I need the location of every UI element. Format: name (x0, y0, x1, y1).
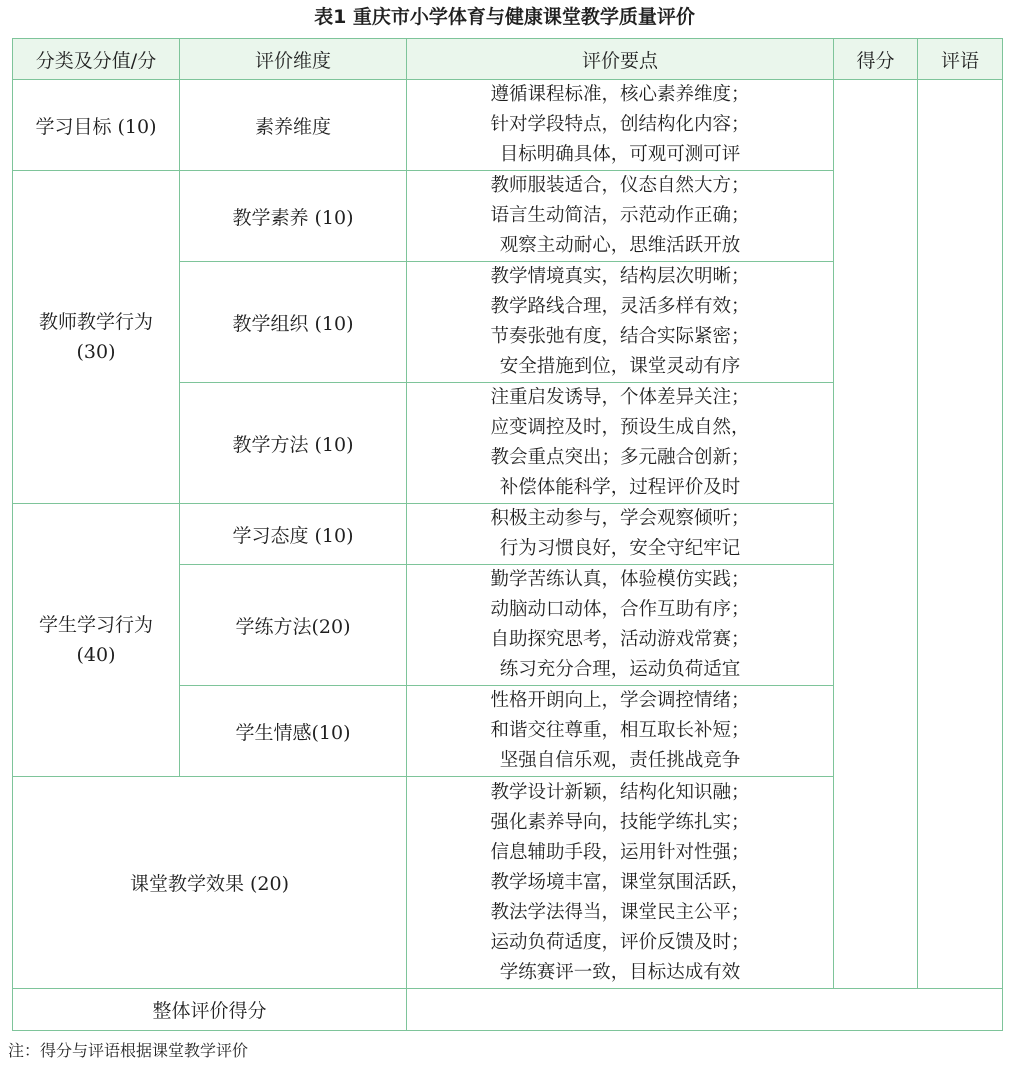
point-line: 和谐交往尊重，相互取长补短； (490, 720, 750, 741)
category-cell (13, 504, 180, 777)
point-line: 目标明确具体，可观可测可评 (499, 144, 741, 165)
point-line: 坚强自信乐观，责任挑战竞争 (499, 750, 741, 771)
point-line: 教师服装适合，仪态自然大方； (490, 175, 750, 196)
point-line: 教法学法得当，课堂民主公平； (490, 901, 750, 923)
category-label: 学生学习行为 (38, 614, 153, 636)
point-line: 勤学苦练认真，体验模仿实践； (490, 569, 750, 590)
points-cell (407, 777, 834, 989)
category-score: (30) (76, 341, 116, 363)
point-line: 观察主动耐心，思维活跃开放 (499, 235, 741, 256)
total-row (13, 989, 1003, 1031)
point-line: 积极主动参与，学会观察倾听； (490, 508, 750, 529)
point-line: 教会重点突出；多元融合创新； (490, 447, 750, 468)
dimension-cell: 教学组织 (10) (180, 262, 407, 383)
score-cell[interactable] (834, 80, 918, 989)
dimension-cell: 学习态度 (10) (180, 504, 407, 565)
point-line: 应变调控及时，预设生成自然， (490, 417, 750, 438)
category-label: 教师教学行为 (38, 311, 153, 333)
evaluation-table (12, 38, 1003, 1031)
points-cell (407, 686, 834, 777)
point-line: 注重启发诱导，个体差异关注； (490, 387, 750, 408)
point-line: 节奏张弛有度，结合实际紧密； (490, 326, 750, 347)
table-title: 表1 重庆市小学体育与健康课堂教学质量评价 (314, 6, 695, 28)
point-line: 自助探究思考，活动游戏常赛； (490, 629, 750, 650)
header-comment: 评语 (918, 39, 1003, 80)
total-score-cell[interactable] (407, 989, 1003, 1031)
point-line: 安全措施到位，课堂灵动有序 (499, 356, 741, 377)
point-line: 行为习惯良好，安全守纪牢记 (499, 538, 741, 559)
points-cell (407, 383, 834, 504)
points-cell (407, 504, 834, 565)
dimension-cell: 素养维度 (180, 80, 407, 171)
dimension-cell: 学生情感(10) (180, 686, 407, 777)
points-cell (407, 262, 834, 383)
dimension-cell: 教学方法 (10) (180, 383, 407, 504)
point-line: 信息辅助手段，运用针对性强； (490, 841, 750, 863)
point-line: 补偿体能科学，过程评价及时 (499, 477, 741, 498)
comment-cell[interactable] (918, 80, 1003, 989)
points-cell (407, 80, 834, 171)
point-line: 练习充分合理，运动负荷适宜 (499, 659, 741, 680)
table-row (13, 80, 1003, 171)
table-note: 注：得分与评语根据课堂教学评价 (8, 1041, 249, 1060)
header-score: 得分 (834, 39, 918, 80)
points-cell (407, 171, 834, 262)
point-line: 遵循课程标准，核心素养维度； (490, 84, 750, 105)
header-points: 评价要点 (407, 39, 834, 80)
category-cell: 学习目标 (10) (13, 80, 180, 171)
point-line: 性格开朗向上，学会调控情绪； (490, 690, 750, 711)
header-dimension: 评价维度 (180, 39, 407, 80)
point-line: 教学情境真实，结构层次明晰； (490, 266, 750, 287)
point-line: 强化素养导向，技能学练扎实； (490, 811, 750, 833)
points-cell (407, 565, 834, 686)
dimension-cell: 学练方法(20) (180, 565, 407, 686)
point-line: 动脑动口动体，合作互助有序； (490, 599, 750, 620)
total-label: 整体评价得分 (13, 989, 407, 1031)
point-line: 教学场境丰富，课堂氛围活跃， (490, 871, 750, 893)
point-line: 运动负荷适度，评价反馈及时； (490, 931, 750, 953)
point-line: 学练赛评一致，目标达成有效 (499, 961, 741, 983)
category-cell: 课堂教学效果 (20) (13, 777, 407, 989)
header-category: 分类及分值/分 (13, 39, 180, 80)
point-line: 针对学段特点，创结构化内容； (490, 114, 750, 135)
category-score: (40) (76, 644, 116, 666)
point-line: 教学设计新颖，结构化知识融； (490, 781, 750, 803)
point-line: 语言生动简洁，示范动作正确； (490, 205, 750, 226)
header-row (13, 39, 1003, 80)
category-cell (13, 171, 180, 504)
point-line: 教学路线合理，灵活多样有效； (490, 296, 750, 317)
dimension-cell: 教学素养 (10) (180, 171, 407, 262)
